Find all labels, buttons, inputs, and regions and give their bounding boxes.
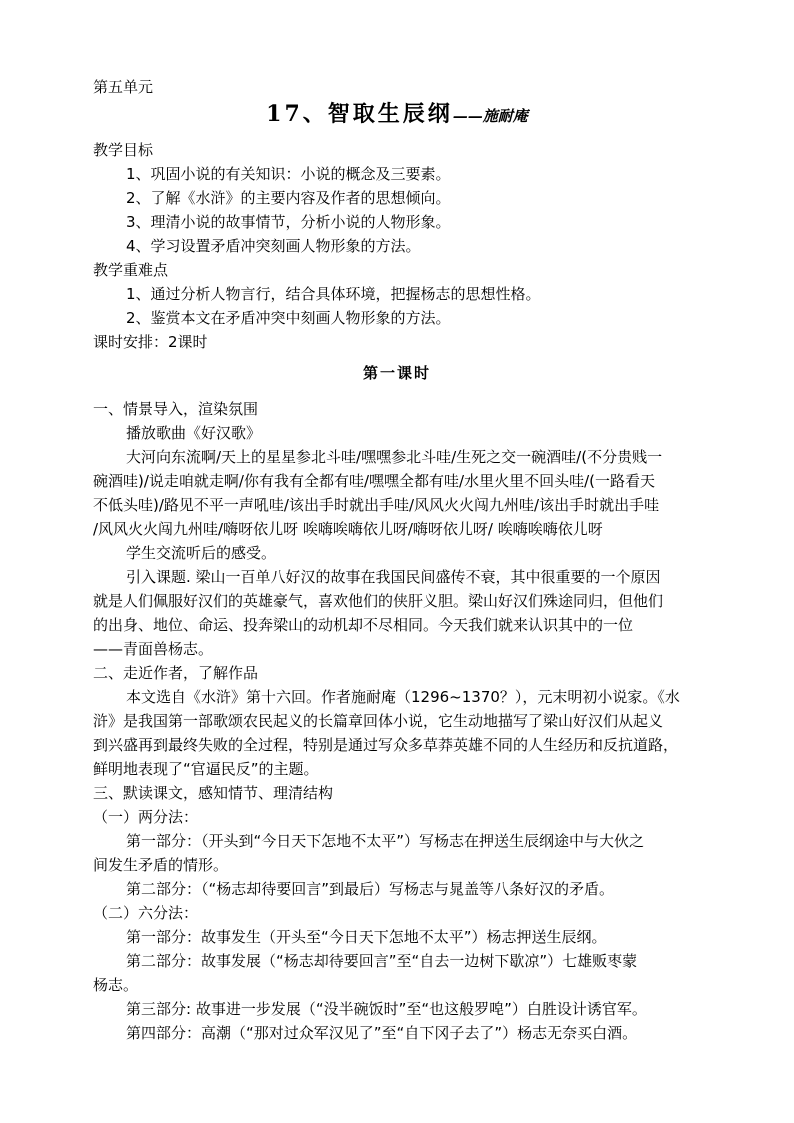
section2-line: 浒》是我国第一部歌颂农民起义的长篇章回体小说，它生动地描写了梁山好汉们从起义 <box>93 712 664 730</box>
exchange-text: 学生交流听后的感受。 <box>126 544 277 562</box>
six-parts-part2: 杨志。 <box>93 976 139 994</box>
six-parts-part2: 第二部分：故事发展（“杨志却待要回言”至“自去一边树下歇凉”）七雄贩枣蒙 <box>126 952 638 970</box>
objectives-heading: 教学目标 <box>93 141 154 159</box>
key-points-heading: 教学重难点 <box>93 261 169 279</box>
section2-line: 到兴盛再到最终失败的全过程，特别是通过写众多草莽英雄不同的人生经历和反抗道路， <box>93 736 679 754</box>
intro-line: 引入课题. 梁山一百单八好汉的故事在我国民间盛传不衰，其中很重要的一个原因 <box>126 568 661 586</box>
schedule-text: 课时安排：2课时 <box>93 333 208 351</box>
six-parts-heading: （二）六分法： <box>93 904 199 922</box>
key-point-item: 2、鉴赏本文在矛盾冲突中刻画人物形象的方法。 <box>126 309 451 327</box>
lyrics-line: 碗酒哇)/说走咱就走啊/你有我有全都有哇/嘿嘿全都有哇/水里火里不回头哇/(一路看天 <box>93 472 655 490</box>
lyrics-line: 大河向东流啊/天上的星星参北斗哇/嘿嘿参北斗哇/生死之交一碗酒哇/(不分贵贱一 <box>126 448 663 466</box>
section3-heading: 三、默读课文，感知情节、理清结构 <box>93 784 334 802</box>
objective-item: 3、理清小说的故事情节，分析小说的人物形象。 <box>126 213 451 231</box>
title-main: 17、智取生辰纲 <box>266 101 453 127</box>
section2-heading: 二、走近作者，了解作品 <box>93 664 259 682</box>
six-parts-part1: 第一部分：故事发生（开头至“今日天下怎地不太平”）杨志押送生辰纲。 <box>126 928 607 946</box>
section2-line: 本文选自《水浒》第十六回。作者施耐庵（1296~1370？），元末明初小说家。《水 <box>126 688 680 706</box>
title-author: ——施耐庵 <box>452 107 528 125</box>
objective-item: 4、学习设置矛盾冲突刻画人物形象的方法。 <box>126 237 421 255</box>
objective-item: 1、巩固小说的有关知识：小说的概念及三要素。 <box>126 165 451 183</box>
intro-line: 就是人们佩服好汉们的英雄豪气，喜欢他们的侠肝义胆。梁山好汉们殊途同归，但他们 <box>93 592 664 610</box>
section2-line: 鲜明地表现了“官逼民反”的主题。 <box>93 760 319 778</box>
song-intro: 播放歌曲《好汉歌》 <box>126 424 262 442</box>
two-parts-part1: 第一部分：（开头到“今日天下怎地不太平”）写杨志在押送生辰纲途中与大伙之 <box>126 832 645 850</box>
section1-heading: 一、情景导入，渲染氛围 <box>93 400 259 418</box>
objective-item: 2、了解《水浒》的主要内容及作者的思想倾向。 <box>126 189 451 207</box>
intro-line: 的出身、地位、命运、投奔梁山的动机却不尽相同。今天我们就来认识其中的一位 <box>93 616 634 634</box>
unit-label: 第五单元 <box>93 78 154 96</box>
intro-line: ——青面兽杨志。 <box>93 640 214 658</box>
two-parts-part2: 第二部分：（“杨志却待要回言”到最后）写杨志与晁盖等八条好汉的矛盾。 <box>126 880 615 898</box>
six-parts-part3: 第三部分: 故事进一步发展（“没半碗饭时”至“也这般罗唣”）白胜设计诱官军。 <box>126 1000 647 1018</box>
lyrics-line: 不低头哇)/路见不平一声吼哇/该出手时就出手哇/风风火火闯九州哇/该出手时就出手哇 <box>93 496 660 514</box>
two-parts-part1: 间发生矛盾的情形。 <box>93 856 229 874</box>
two-parts-heading: （一）两分法： <box>93 808 199 826</box>
lyrics-line: /风风火火闯九州哇/嗨呀依儿呀 唉嗨唉嗨依儿呀/嗨呀依儿呀/ 唉嗨唉嗨依儿呀 <box>93 520 603 538</box>
page-title <box>0 97 794 128</box>
key-point-item: 1、通过分析人物言行，结合具体环境，把握杨志的思想性格。 <box>126 285 541 303</box>
six-parts-part4: 第四部分：高潮（“那对过众军汉见了”至“自下冈子去了”）杨志无奈买白酒。 <box>126 1024 638 1042</box>
lesson-heading: 第一课时 <box>362 364 431 382</box>
